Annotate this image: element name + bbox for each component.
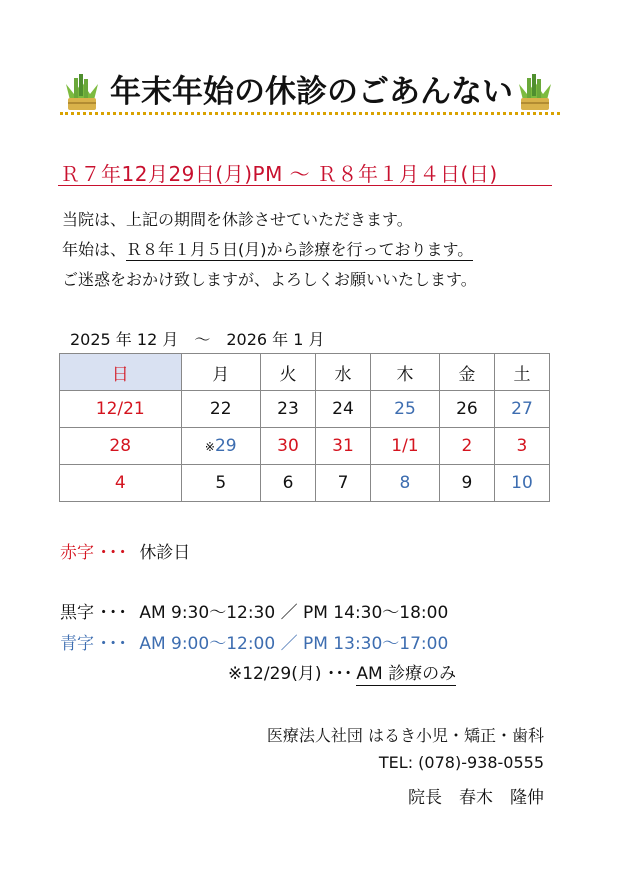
calendar-table xyxy=(59,353,550,502)
title-divider xyxy=(60,112,560,115)
calendar-date: 26 xyxy=(456,399,478,419)
calendar-date-cell xyxy=(181,391,260,428)
message-line-2 xyxy=(62,237,473,260)
message-line-3: ご迷惑をおかけ致しますが、よろしくお願いいたします。 xyxy=(62,270,477,289)
legend-blue-desc: AM 9:00～12:00 ／ PM 13:30～17:00 xyxy=(139,634,449,654)
calendar-date-cell xyxy=(494,391,549,428)
calendar-date-cell xyxy=(315,428,370,465)
legend-blue-dots: ･･･ xyxy=(99,634,128,654)
calendar-date-cell xyxy=(494,428,549,465)
calendar-date-cell xyxy=(371,428,440,465)
note-mark: ※ xyxy=(204,440,215,454)
calendar-date-cell xyxy=(60,428,182,465)
kadomatsu-icon xyxy=(515,70,555,112)
calendar-date: 4 xyxy=(114,473,126,493)
calendar-week-row xyxy=(60,428,550,465)
calendar-date-cell xyxy=(181,428,260,465)
calendar-date-cell xyxy=(181,465,260,502)
legend-black xyxy=(60,598,448,623)
legend-black-desc: AM 9:30～12:30 ／ PM 14:30～18:00 xyxy=(139,603,449,623)
kadomatsu-icon xyxy=(62,70,102,112)
calendar-day-header: 水 xyxy=(315,354,370,391)
calendar-date-cell xyxy=(260,465,315,502)
calendar-date: 27 xyxy=(511,399,533,419)
calendar-date: 29 xyxy=(214,436,237,456)
calendar-week-row xyxy=(60,465,550,502)
legend-red-label: 赤字 xyxy=(60,543,94,563)
legend-black-dots: ･･･ xyxy=(99,603,128,623)
calendar-date: 2 xyxy=(461,436,473,456)
message-line-2-prefix: 年始は、 xyxy=(62,240,127,259)
calendar-day-header: 金 xyxy=(439,354,494,391)
calendar-week-row xyxy=(60,391,550,428)
calendar-date-cell xyxy=(60,391,182,428)
legend-black-label: 黒字 xyxy=(60,603,94,623)
calendar-date-cell xyxy=(439,428,494,465)
calendar-date-cell xyxy=(315,391,370,428)
calendar-date: 12/21 xyxy=(95,399,145,419)
page-title: 年末年始の休診のごあんない xyxy=(110,74,513,110)
legend-red-desc: 休診日 xyxy=(139,543,191,563)
legend-red xyxy=(60,538,190,563)
calendar-heading: 2025 年 12 月 ～ 2026 年 1 月 xyxy=(70,330,325,349)
legend-note xyxy=(228,659,456,684)
calendar-date: 22 xyxy=(209,399,232,419)
calendar-date: 31 xyxy=(332,436,354,456)
calendar-date: 5 xyxy=(215,473,227,493)
calendar-date-cell xyxy=(371,391,440,428)
calendar-day-header: 火 xyxy=(260,354,315,391)
clinic-name: 医療法人社団 はるき小児・矯正・歯科 xyxy=(266,726,544,745)
calendar-date: 10 xyxy=(511,473,533,493)
calendar-day-header: 木 xyxy=(371,354,440,391)
calendar-date: 7 xyxy=(337,473,349,493)
calendar-date: 24 xyxy=(332,399,354,419)
calendar-date-cell xyxy=(439,465,494,502)
calendar-day-header: 土 xyxy=(494,354,549,391)
calendar-date-cell xyxy=(439,391,494,428)
reopen-date: Ｒ８年１月５日(月)から診療を行っております。 xyxy=(126,240,474,259)
legend-blue-label: 青字 xyxy=(60,634,94,654)
calendar-date: 9 xyxy=(461,473,473,493)
message-line-1: 当院は、上記の期間を休診させていただきます。 xyxy=(62,210,413,229)
calendar-date-cell xyxy=(60,465,182,502)
clinic-tel: TEL: (078)-938-0555 xyxy=(378,753,544,772)
calendar-date-cell xyxy=(260,391,315,428)
calendar-day-header: 月 xyxy=(181,354,260,391)
calendar-date-cell xyxy=(494,465,549,502)
calendar-date: 3 xyxy=(516,436,528,456)
legend-red-dots: ･･･ xyxy=(99,543,128,563)
calendar-date: 6 xyxy=(282,473,294,493)
calendar-date-cell xyxy=(260,428,315,465)
calendar-day-header: 日 xyxy=(60,354,182,391)
legend-blue xyxy=(60,629,448,654)
closure-period: Ｒ７年12月29日(月)PM ～ Ｒ８年１月４日(日) xyxy=(60,162,498,186)
calendar-date: 28 xyxy=(109,436,132,456)
clinic-director: 院長 春木 隆伸 xyxy=(408,788,544,808)
calendar-date: 1/1 xyxy=(391,436,419,456)
calendar-date-cell xyxy=(315,465,370,502)
calendar-date: 23 xyxy=(277,399,299,419)
calendar-date: 30 xyxy=(277,436,299,456)
legend-note-prefix: ※12/29(月) ･･･ xyxy=(228,664,353,684)
closure-period-underline xyxy=(58,185,552,186)
calendar-date-cell xyxy=(371,465,440,502)
calendar-date: 25 xyxy=(394,399,416,419)
legend-note-emphasis: AM 診療のみ xyxy=(356,664,457,684)
calendar-date: 8 xyxy=(399,473,411,493)
